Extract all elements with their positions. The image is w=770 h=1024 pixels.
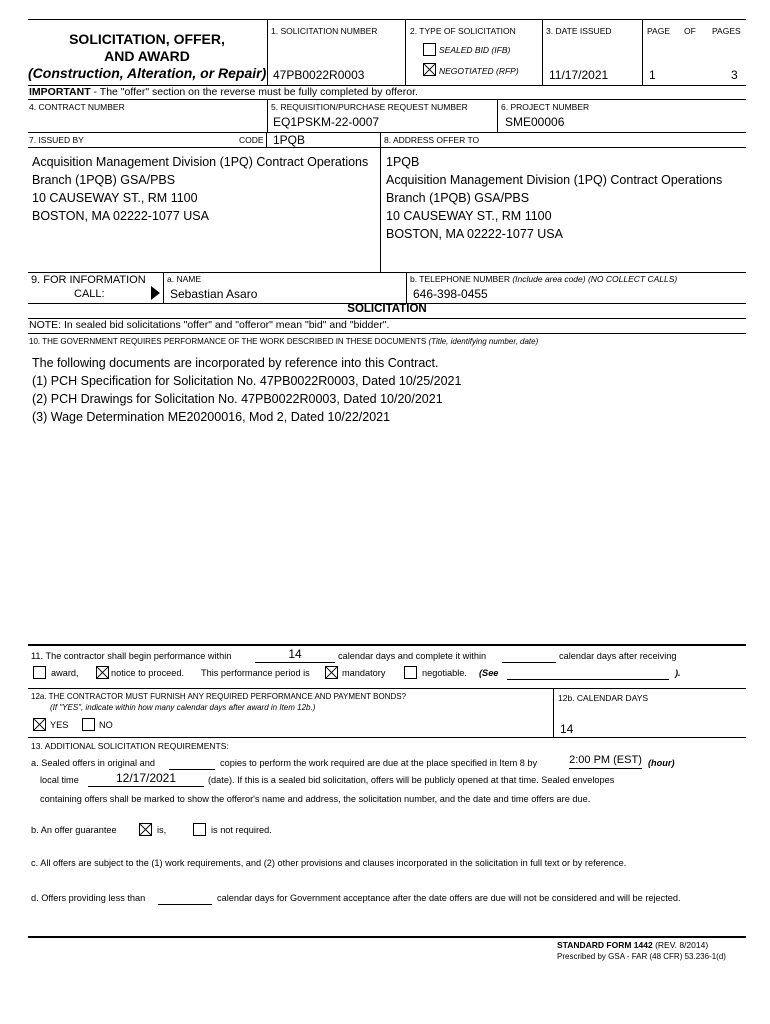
bonds-no-checkbox[interactable] — [82, 718, 95, 731]
issued-by-code[interactable]: 1PQB — [273, 133, 306, 147]
requisition-number-value[interactable]: EQ1PSKM-22-0007 — [273, 115, 380, 129]
bonds-yes-checkbox[interactable] — [33, 718, 46, 731]
acceptance-text2: calendar days for Government acceptance after the date offers are due will not be considered and will be rejected. — [217, 893, 681, 903]
telephone-label: b. TELEPHONE NUMBER (Include area code) (NO COLLECT CALLS) — [410, 274, 678, 284]
guarantee-not-required-checkbox[interactable] — [193, 823, 206, 836]
due-time-field[interactable]: 2:00 PM (EST) — [569, 754, 642, 769]
bonds-no-label: NO — [99, 720, 113, 730]
documents-label: 10. THE GOVERNMENT REQUIRES PERFORMANCE OF THE WORK DESCRIBED IN THESE DOCUMENTS (Title, identifying number, date) — [29, 337, 539, 346]
negotiable-label: negotiable. — [422, 668, 467, 678]
bonds-label: 12a. THE CONTRACTOR MUST FURNISH ANY REQUIRED PERFORMANCE AND PAYMENT BONDS? — [31, 692, 407, 701]
address-offer-line: 1PQB — [386, 155, 420, 169]
documents-line: (2) PCH Drawings for Solicitation No. 47PB0022R0003, Dated 10/20/2021 — [32, 392, 443, 406]
form-number: STANDARD FORM 1442 (REV. 8/2014) — [557, 940, 709, 950]
see-close: ). — [675, 668, 681, 678]
for-information-label: 9. FOR INFORMATION — [31, 274, 146, 286]
copies-field[interactable] — [169, 755, 215, 770]
issued-by-code-label: CODE — [239, 135, 264, 145]
offer-guarantee-text: b. An offer guarantee — [31, 825, 117, 835]
performance-text3: calendar days after receiving — [559, 651, 677, 661]
contact-name-label: a. NAME — [167, 274, 202, 284]
date-issued-label: 3. DATE ISSUED — [546, 26, 612, 36]
sealed-bid-checkbox[interactable] — [423, 43, 436, 56]
project-number-label: 6. PROJECT NUMBER — [501, 102, 590, 112]
form-title-line1: SOLICITATION, OFFER, — [69, 31, 225, 47]
form-title-line3: (Construction, Alteration, or Repair) — [28, 65, 267, 81]
date-issued-value[interactable]: 11/17/2021 — [549, 68, 609, 82]
sealed-bid-note: NOTE: In sealed bid solicitations "offer" and "offeror" mean "bid" and "bidder". — [29, 319, 390, 331]
issued-by-line: BOSTON, MA 02222-1077 USA — [32, 209, 209, 223]
address-offer-to-label: 8. ADDRESS OFFER TO — [384, 135, 480, 145]
address-offer-line: BOSTON, MA 02222-1077 USA — [386, 227, 563, 241]
page-label: PAGE — [647, 26, 670, 36]
requisition-number-label: 5. REQUISITION/PURCHASE REQUEST NUMBER — [271, 102, 468, 112]
additional-requirements-label: 13. ADDITIONAL SOLICITATION REQUIREMENTS: — [31, 741, 229, 751]
contract-number-label: 4. CONTRACT NUMBER — [29, 102, 125, 112]
address-offer-line: 10 CAUSEWAY ST., RM 1100 — [386, 209, 552, 223]
award-checkbox[interactable] — [33, 666, 46, 679]
calendar-days-label: 12b. CALENDAR DAYS — [558, 693, 649, 703]
form-title-line2: AND AWARD — [104, 48, 190, 64]
sealed-offers-text2: copies to perform the work required are due at the place specified in Item 8 by — [220, 758, 538, 768]
guarantee-is-checkbox[interactable] — [139, 823, 152, 836]
sealed-offers-text3: (date). If this is a sealed bid solicitation, offers will be publicly opened at that time. Sealed envelopes — [208, 775, 615, 785]
pages-label: PAGES — [712, 26, 741, 36]
issued-by-line: 10 CAUSEWAY ST., RM 1100 — [32, 191, 198, 205]
mandatory-checkbox[interactable] — [325, 666, 338, 679]
address-offer-line: Branch (1PQB) GSA/PBS — [386, 191, 530, 205]
notice-to-proceed-label: notice to proceed. — [111, 668, 185, 678]
see-label: (See — [479, 668, 499, 678]
issued-by-label: 7. ISSUED BY — [29, 135, 84, 145]
local-time-label: local time — [40, 775, 79, 785]
see-field[interactable] — [507, 665, 669, 680]
offers-subject-text: c. All offers are subject to the (1) work requirements, and (2) other provisions and clauses incorporated in the solicitation in full text or by reference. — [31, 858, 627, 868]
notice-to-proceed-checkbox[interactable] — [96, 666, 109, 679]
documents-line: The following documents are incorporated by reference into this Contract. — [32, 356, 439, 370]
performance-text1: 11. The contractor shall begin performance within — [31, 651, 232, 661]
award-label: award, — [51, 668, 79, 678]
address-offer-line: Acquisition Management Division (1PQ) Contract Operations — [386, 173, 723, 187]
guarantee-is-label: is, — [157, 825, 167, 835]
calendar-days-value[interactable]: 14 — [560, 722, 574, 736]
sealed-bid-label: SEALED BID (IFB) — [439, 45, 511, 55]
pages-total: 3 — [731, 68, 738, 82]
acceptance-days-field[interactable] — [158, 890, 212, 905]
sealed-offers-text4: containing offers shall be marked to show the offeror's name and address, the solicitation number, and the date and time offers are due. — [40, 794, 591, 804]
prescribed-by: Prescribed by GSA - FAR (48 CFR) 53.236-1(d) — [557, 952, 726, 961]
issued-by-line: Branch (1PQB) GSA/PBS — [32, 173, 176, 187]
telephone-value[interactable]: 646-398-0455 — [413, 287, 488, 301]
solicitation-heading: SOLICITATION — [347, 303, 427, 315]
performance-text2: calendar days and complete it within — [338, 651, 487, 661]
solicitation-type-label: 2. TYPE OF SOLICITATION — [410, 26, 516, 36]
solicitation-number-label: 1. SOLICITATION NUMBER — [271, 26, 378, 36]
negotiated-checkbox[interactable] — [423, 63, 436, 76]
of-label: OF — [684, 26, 696, 36]
documents-line: (3) Wage Determination ME20200016, Mod 2, Dated 10/22/2021 — [32, 410, 391, 424]
solicitation-number-value[interactable]: 47PB0022R0003 — [273, 68, 365, 82]
negotiable-checkbox[interactable] — [404, 666, 417, 679]
hour-label: (hour) — [648, 758, 675, 768]
acceptance-text1: d. Offers providing less than — [31, 893, 146, 903]
page-number: 1 — [649, 68, 656, 82]
contact-name-value[interactable]: Sebastian Asaro — [170, 287, 258, 301]
arrow-right-icon — [151, 286, 160, 300]
important-notice: IMPORTANT - The "offer" section on the reverse must be fully completed by offeror. — [29, 86, 418, 98]
guarantee-not-required-label: is not required. — [211, 825, 272, 835]
bonds-sub-label: (If "YES", indicate within how many calendar days after award in Item 12b.) — [50, 703, 316, 712]
documents-line: (1) PCH Specification for Solicitation No. 47PB0022R0003, Dated 10/25/2021 — [32, 374, 462, 388]
performance-period-text: This performance period is — [201, 668, 310, 678]
complete-days-field[interactable] — [502, 648, 556, 663]
project-number-value[interactable]: SME00006 — [505, 115, 565, 129]
mandatory-label: mandatory — [342, 668, 386, 678]
issued-by-line: Acquisition Management Division (1PQ) Contract Operations — [32, 155, 369, 169]
due-date-field[interactable]: 12/17/2021 — [88, 772, 204, 787]
sealed-offers-text1: a. Sealed offers in original and — [31, 758, 155, 768]
form-top-border — [28, 19, 746, 20]
begin-days-field[interactable]: 14 — [255, 648, 335, 663]
call-label: CALL: — [74, 288, 105, 300]
bonds-yes-label: YES — [50, 720, 69, 730]
negotiated-label: NEGOTIATED (RFP) — [439, 66, 519, 76]
